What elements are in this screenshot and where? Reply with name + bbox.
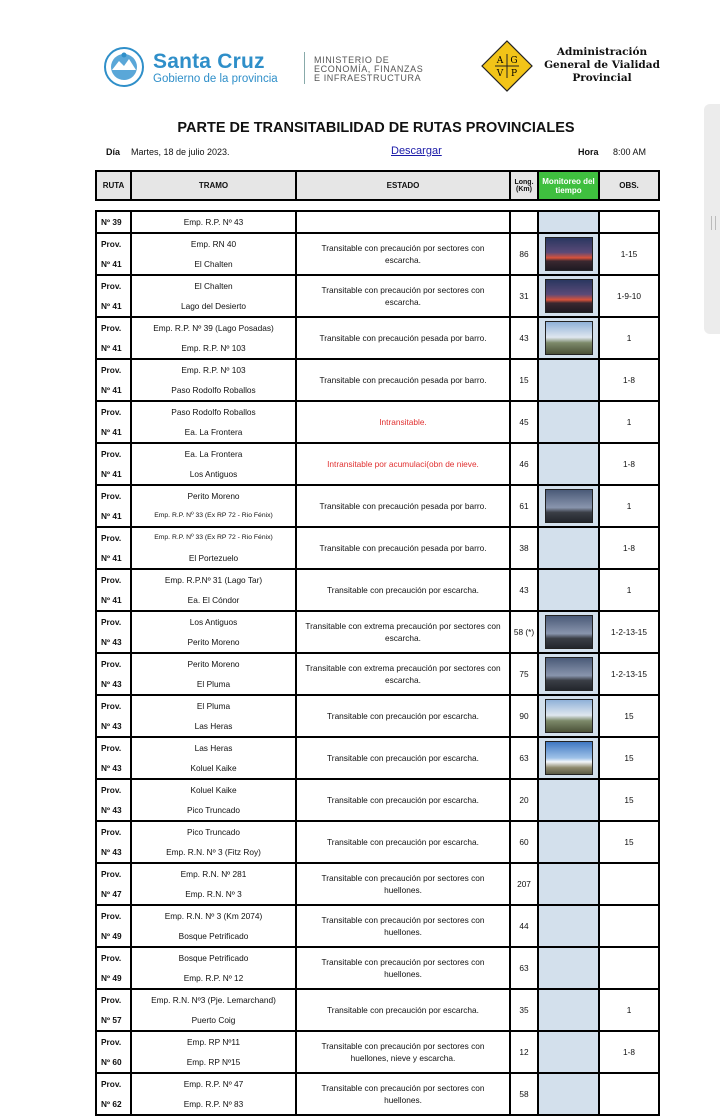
table-row bbox=[96, 737, 659, 779]
col-obs: OBS. bbox=[599, 171, 659, 200]
ruta-cell bbox=[96, 569, 131, 611]
km-cell: 60 bbox=[510, 821, 538, 863]
ruta-number: Nº 41 bbox=[101, 553, 122, 563]
tramo-to: Ea. El Cóndor bbox=[187, 595, 240, 605]
tramo-cell bbox=[131, 1031, 296, 1073]
monitoreo-cell bbox=[538, 359, 599, 401]
estado-cell: Transitable con precaución por sectores con huellones. bbox=[296, 863, 510, 905]
routes-table bbox=[95, 210, 660, 1116]
gov-subtitle: Gobierno de la provincia bbox=[153, 73, 278, 85]
tramo-cell bbox=[131, 989, 296, 1031]
table-row bbox=[96, 695, 659, 737]
ruta-prefix: Prov. bbox=[101, 995, 122, 1005]
km-cell: 90 bbox=[510, 695, 538, 737]
table-row bbox=[96, 1031, 659, 1073]
tramo-to: Ea. La Frontera bbox=[184, 427, 243, 437]
monitoreo-cell bbox=[538, 863, 599, 905]
estado-cell: Transitable con precaución pesada por barro. bbox=[296, 485, 510, 527]
km-cell: 20 bbox=[510, 779, 538, 821]
tramo-cell bbox=[131, 233, 296, 275]
monitoreo-cell bbox=[538, 947, 599, 989]
obs-cell: 1-8 bbox=[599, 1031, 659, 1073]
tramo-to: Emp. R.N. Nº 3 (Fitz Roy) bbox=[166, 847, 261, 857]
tramo-cell bbox=[131, 485, 296, 527]
tramo-to: Lago del Desierto bbox=[180, 301, 247, 311]
km-cell: 63 bbox=[510, 737, 538, 779]
km-cell: 44 bbox=[510, 905, 538, 947]
estado-cell: Transitable con precaución por escarcha. bbox=[296, 989, 510, 1031]
monitoreo-cell bbox=[538, 443, 599, 485]
table-row bbox=[96, 233, 659, 275]
tramo-to: Puerto Coig bbox=[191, 1015, 236, 1025]
ruta-number: Nº 60 bbox=[101, 1057, 122, 1067]
agvp-letter-p: P bbox=[510, 69, 518, 79]
gov-name: Santa Cruz bbox=[153, 50, 265, 73]
km-cell: 38 bbox=[510, 527, 538, 569]
ruta-prefix: Prov. bbox=[101, 323, 122, 333]
ministry-name bbox=[314, 56, 423, 83]
tramo-from: Emp. R.N. Nº3 (Pje. Lemarchand) bbox=[151, 995, 276, 1005]
estado-cell: Transitable con precaución por escarcha. bbox=[296, 569, 510, 611]
tramo-to: Koluel Kaike bbox=[190, 763, 237, 773]
obs-cell: 1-8 bbox=[599, 527, 659, 569]
obs-cell bbox=[599, 905, 659, 947]
ruta-cell bbox=[96, 233, 131, 275]
km-cell: 58 (*) bbox=[510, 611, 538, 653]
ruta-prefix: Prov. bbox=[101, 407, 122, 417]
km-cell: 58 bbox=[510, 1073, 538, 1115]
obs-cell: 1 bbox=[599, 485, 659, 527]
ruta-prefix: Prov. bbox=[101, 491, 122, 501]
dia-value: Martes, 18 de julio 2023. bbox=[131, 147, 230, 157]
col-mon-line: Monitoreo del bbox=[542, 176, 595, 186]
tramo-to: Bosque Petrificado bbox=[178, 931, 249, 941]
ruta-number: Nº 41 bbox=[101, 595, 122, 605]
ministry-line: MINISTERIO DE bbox=[314, 55, 390, 65]
monitoreo-cell bbox=[538, 485, 599, 527]
ruta-cell bbox=[96, 695, 131, 737]
ruta-number: Nº 41 bbox=[101, 511, 122, 521]
col-long-line: (Km) bbox=[516, 185, 532, 193]
tramo-from: El Chalten bbox=[194, 281, 233, 291]
tramo-cell bbox=[131, 1073, 296, 1115]
document-header bbox=[0, 0, 720, 110]
tramo-to: Emp. R.P. Nº 103 bbox=[181, 343, 246, 353]
tramo-to: Los Antiguos bbox=[189, 469, 238, 479]
tramo-to: Las Heras bbox=[194, 721, 233, 731]
monitoreo-cell bbox=[538, 527, 599, 569]
monitoreo-cell bbox=[538, 401, 599, 443]
ruta-prefix: Prov. bbox=[101, 1037, 122, 1047]
tramo-from: Ea. La Frontera bbox=[184, 449, 243, 459]
ruta-cell bbox=[96, 947, 131, 989]
monitoreo-cell bbox=[538, 611, 599, 653]
tramo-from: Emp. R.P. Nº 103 bbox=[181, 365, 246, 375]
km-cell: 31 bbox=[510, 275, 538, 317]
km-cell: 207 bbox=[510, 863, 538, 905]
monitoreo-cell bbox=[538, 737, 599, 779]
monitoreo-cell bbox=[538, 653, 599, 695]
km-cell: 75 bbox=[510, 653, 538, 695]
ruta-number: Nº 43 bbox=[101, 847, 122, 857]
col-monitoreo bbox=[538, 171, 599, 200]
ruta-number: Nº 43 bbox=[101, 805, 122, 815]
ruta-prefix: Prov. bbox=[101, 701, 122, 711]
ministry-line: E INFRAESTRUCTURA bbox=[314, 73, 422, 83]
ruta-number: Nº 41 bbox=[101, 301, 122, 311]
estado-cell: Transitable con precaución por escarcha. bbox=[296, 779, 510, 821]
ruta-number: Nº 57 bbox=[101, 1015, 122, 1025]
estado-cell: Transitable con precaución por escarcha. bbox=[296, 821, 510, 863]
estado-cell: Transitable con precaución por sectores con escarcha. bbox=[296, 233, 510, 275]
ruta-prefix: Prov. bbox=[101, 1079, 122, 1089]
table-row bbox=[96, 905, 659, 947]
col-ruta: RUTA bbox=[96, 171, 131, 200]
ruta-cell bbox=[96, 989, 131, 1031]
table-row bbox=[96, 821, 659, 863]
obs-cell: 1 bbox=[599, 401, 659, 443]
weather-camera-thumbnail[interactable] bbox=[545, 657, 593, 691]
obs-cell: 1 bbox=[599, 569, 659, 611]
ministry-line: ECONOMÍA, FINANZAS bbox=[314, 64, 424, 74]
tramo-to: Paso Rodolfo Roballos bbox=[171, 385, 256, 395]
tramo-from: Emp. RN 40 bbox=[190, 239, 237, 249]
estado-cell: Transitable con precaución pesada por barro. bbox=[296, 317, 510, 359]
estado-cell: Transitable con precaución pesada por barro. bbox=[296, 359, 510, 401]
tramo-cell bbox=[131, 317, 296, 359]
ruta-prefix: Prov. bbox=[101, 239, 122, 249]
tramo-cell bbox=[131, 653, 296, 695]
monitoreo-cell bbox=[538, 779, 599, 821]
ruta-cell bbox=[96, 779, 131, 821]
monitoreo-cell bbox=[538, 905, 599, 947]
tramo-to: Emp. R.N. Nº 3 bbox=[185, 889, 242, 899]
ruta-cell bbox=[96, 905, 131, 947]
tramo-cell bbox=[131, 211, 296, 233]
estado-cell: Intransitable por acumulaci(obn de nieve. bbox=[296, 443, 510, 485]
tramo-from: Los Antiguos bbox=[189, 617, 238, 627]
ruta-cell bbox=[96, 527, 131, 569]
ruta-cell bbox=[96, 443, 131, 485]
tramo-from: Bosque Petrificado bbox=[178, 953, 249, 963]
ruta-number: Nº 41 bbox=[101, 427, 122, 437]
ruta-number: Nº 41 bbox=[101, 259, 122, 269]
ruta-prefix: Prov. bbox=[101, 365, 122, 375]
agvp-diamond-logo-icon bbox=[481, 40, 533, 92]
estado-cell: Transitable con precaución por sectores con huellones, nieve y escarcha. bbox=[296, 1031, 510, 1073]
tramo-cell bbox=[131, 569, 296, 611]
table-row bbox=[96, 779, 659, 821]
tramo-from: Koluel Kaike bbox=[190, 785, 237, 795]
tramo-cell bbox=[131, 737, 296, 779]
ruta-number: Nº 41 bbox=[101, 385, 122, 395]
weather-camera-thumbnail[interactable] bbox=[545, 699, 593, 733]
estado-cell: Transitable con extrema precaución por sectores con escarcha. bbox=[296, 611, 510, 653]
ruta-cell bbox=[96, 653, 131, 695]
weather-camera-thumbnail[interactable] bbox=[545, 237, 593, 271]
santa-cruz-shield-icon bbox=[103, 46, 145, 88]
ruta-prefix: Prov. bbox=[101, 533, 122, 543]
monitoreo-cell bbox=[538, 211, 599, 233]
ruta-number: Nº 47 bbox=[101, 889, 122, 899]
weather-camera-thumbnail[interactable] bbox=[545, 741, 593, 775]
km-cell: 63 bbox=[510, 947, 538, 989]
ruta-number: Nº 43 bbox=[101, 679, 122, 689]
ruta-cell bbox=[96, 737, 131, 779]
table-row bbox=[96, 275, 659, 317]
obs-cell bbox=[599, 211, 659, 233]
tramo-cell bbox=[131, 695, 296, 737]
tramo-from: Emp. RP Nº11 bbox=[187, 1037, 240, 1047]
obs-cell: 1-2-13-15 bbox=[599, 653, 659, 695]
col-mon-line: tiempo bbox=[555, 185, 582, 195]
km-cell: 61 bbox=[510, 485, 538, 527]
ruta-cell bbox=[96, 821, 131, 863]
hora-value: 8:00 AM bbox=[613, 147, 647, 157]
tramo-to: Emp. RP Nº15 bbox=[186, 1057, 241, 1067]
tramo-from: Las Heras bbox=[194, 743, 233, 753]
agvp-letter-a: A bbox=[496, 56, 504, 66]
km-cell bbox=[510, 211, 538, 233]
dia-label: Día bbox=[106, 147, 121, 157]
ruta-prefix: Prov. bbox=[101, 827, 122, 837]
monitoreo-cell bbox=[538, 569, 599, 611]
km-cell: 86 bbox=[510, 233, 538, 275]
tramo-from: Paso Rodolfo Roballos bbox=[171, 407, 256, 417]
ruta-number: Nº 39 bbox=[101, 217, 122, 227]
ruta-cell bbox=[96, 317, 131, 359]
tramo-cell bbox=[131, 275, 296, 317]
obs-cell: 1-9-10 bbox=[599, 275, 659, 317]
obs-cell bbox=[599, 947, 659, 989]
tramo-cell bbox=[131, 401, 296, 443]
table-row bbox=[96, 359, 659, 401]
estado-cell: Transitable con precaución por sectores con escarcha. bbox=[296, 275, 510, 317]
table-row bbox=[96, 485, 659, 527]
tramo-from: Pico Truncado bbox=[186, 827, 241, 837]
estado-cell: Transitable con precaución por sectores con huellones. bbox=[296, 1073, 510, 1115]
estado-cell: Intransitable. bbox=[296, 401, 510, 443]
tramo-from: El Pluma bbox=[196, 701, 231, 711]
estado-cell: Transitable con precaución por escarcha. bbox=[296, 695, 510, 737]
ruta-cell bbox=[96, 1031, 131, 1073]
agvp-line: Administración bbox=[556, 46, 648, 58]
estado-cell: Transitable con extrema precaución por sectores con escarcha. bbox=[296, 653, 510, 695]
ruta-prefix: Prov. bbox=[101, 869, 122, 879]
km-cell: 46 bbox=[510, 443, 538, 485]
scrollbar-grip[interactable] bbox=[711, 216, 716, 230]
agvp-line: Provincial bbox=[572, 72, 632, 84]
ruta-prefix: Prov. bbox=[101, 659, 122, 669]
col-tramo: TRAMO bbox=[131, 171, 296, 200]
ruta-number: Nº 41 bbox=[101, 343, 122, 353]
table-row bbox=[96, 863, 659, 905]
tramo-cell bbox=[131, 443, 296, 485]
ruta-prefix: Prov. bbox=[101, 785, 122, 795]
scrollbar[interactable] bbox=[704, 104, 720, 334]
obs-cell: 15 bbox=[599, 737, 659, 779]
tramo-from: Emp. R.P.Nº 31 (Lago Tar) bbox=[164, 575, 263, 585]
agvp-line: General de Vialidad bbox=[544, 59, 660, 71]
ruta-cell bbox=[96, 485, 131, 527]
km-cell: 35 bbox=[510, 989, 538, 1031]
estado-cell: Transitable con precaución por sectores con huellones. bbox=[296, 905, 510, 947]
tramo-cell bbox=[131, 611, 296, 653]
tramo-to: El Portezuelo bbox=[188, 553, 239, 563]
table-row bbox=[96, 569, 659, 611]
agvp-name bbox=[536, 46, 668, 85]
tramo-to: Pico Truncado bbox=[186, 805, 241, 815]
ruta-prefix: Prov. bbox=[101, 449, 122, 459]
tramo-cell bbox=[131, 947, 296, 989]
km-cell: 43 bbox=[510, 569, 538, 611]
ruta-number: Nº 49 bbox=[101, 973, 122, 983]
obs-cell: 1-2-13-15 bbox=[599, 611, 659, 653]
obs-cell: 1 bbox=[599, 989, 659, 1031]
obs-cell bbox=[599, 863, 659, 905]
table-row bbox=[96, 211, 659, 233]
estado-cell: Transitable con precaución por escarcha. bbox=[296, 737, 510, 779]
ruta-number: Nº 43 bbox=[101, 637, 122, 647]
ruta-cell bbox=[96, 211, 131, 233]
obs-cell: 1-15 bbox=[599, 233, 659, 275]
table-row bbox=[96, 317, 659, 359]
table-row bbox=[96, 527, 659, 569]
tramo-to: Emp. R.P. Nº 12 bbox=[183, 973, 244, 983]
ruta-cell bbox=[96, 1073, 131, 1115]
estado-cell: Transitable con precaución pesada por barro. bbox=[296, 527, 510, 569]
monitoreo-cell bbox=[538, 233, 599, 275]
monitoreo-cell bbox=[538, 1031, 599, 1073]
obs-cell: 15 bbox=[599, 821, 659, 863]
estado-cell: Transitable con precaución por sectores con huellones. bbox=[296, 947, 510, 989]
tramo-from: Emp. R.P. Nº 39 (Lago Posadas) bbox=[153, 323, 274, 333]
tramo-from: Emp. R.P. Nº 47 bbox=[183, 1079, 244, 1089]
ruta-cell bbox=[96, 401, 131, 443]
col-long bbox=[510, 171, 538, 200]
monitoreo-cell bbox=[538, 821, 599, 863]
ruta-number: Nº 43 bbox=[101, 763, 122, 773]
col-estado: ESTADO bbox=[296, 171, 510, 200]
hora-label: Hora bbox=[578, 147, 599, 157]
header-divider bbox=[304, 52, 305, 84]
ruta-prefix: Prov. bbox=[101, 953, 122, 963]
tramo-from: Emp. R.N. Nº 3 (Km 2074) bbox=[164, 911, 263, 921]
weather-camera-thumbnail[interactable] bbox=[545, 279, 593, 313]
ruta-cell bbox=[96, 611, 131, 653]
tramo-cell bbox=[131, 821, 296, 863]
tramo-from: Perito Moreno bbox=[187, 491, 240, 501]
ruta-prefix: Prov. bbox=[101, 575, 122, 585]
weather-camera-thumbnail[interactable] bbox=[545, 321, 593, 355]
weather-camera-thumbnail[interactable] bbox=[545, 489, 593, 523]
table-row bbox=[96, 611, 659, 653]
tramo-to: Emp. R.P. Nº 83 bbox=[183, 1099, 244, 1109]
agvp-letter-g: G bbox=[510, 56, 518, 66]
ruta-number: Nº 62 bbox=[101, 1099, 122, 1109]
download-link[interactable]: Descargar bbox=[391, 145, 442, 157]
obs-cell: 1-8 bbox=[599, 359, 659, 401]
monitoreo-cell bbox=[538, 1073, 599, 1115]
ruta-number: Nº 43 bbox=[101, 721, 122, 731]
ruta-prefix: Prov. bbox=[101, 743, 122, 753]
obs-cell: 15 bbox=[599, 695, 659, 737]
table-header bbox=[95, 170, 660, 201]
tramo-cell bbox=[131, 905, 296, 947]
km-cell: 45 bbox=[510, 401, 538, 443]
tramo-cell bbox=[131, 779, 296, 821]
table-row bbox=[96, 1073, 659, 1115]
km-cell: 15 bbox=[510, 359, 538, 401]
ruta-cell bbox=[96, 863, 131, 905]
ruta-prefix: Prov. bbox=[101, 617, 122, 627]
obs-cell: 15 bbox=[599, 779, 659, 821]
tramo-from: Emp. R.P. Nº 33 (Ex RP 72 - Rio Fénix) bbox=[154, 534, 273, 541]
ruta-prefix: Prov. bbox=[101, 281, 122, 291]
monitoreo-cell bbox=[538, 695, 599, 737]
table-row bbox=[96, 947, 659, 989]
km-cell: 43 bbox=[510, 317, 538, 359]
table-row bbox=[96, 989, 659, 1031]
tramo-to: Emp. R.P. Nº 33 (Ex RP 72 - Rio Fénix) bbox=[154, 512, 273, 519]
obs-cell: 1-8 bbox=[599, 443, 659, 485]
ruta-cell bbox=[96, 359, 131, 401]
agvp-letter-v: V bbox=[496, 69, 504, 79]
tramo-cell bbox=[131, 527, 296, 569]
col-long-line: Long. bbox=[514, 178, 534, 186]
tramo-to: Perito Moreno bbox=[187, 637, 240, 647]
ruta-prefix: Prov. bbox=[101, 911, 122, 921]
ruta-number: Nº 41 bbox=[101, 469, 122, 479]
tramo-cell bbox=[131, 359, 296, 401]
obs-cell: 1 bbox=[599, 317, 659, 359]
ruta-cell bbox=[96, 275, 131, 317]
weather-camera-thumbnail[interactable] bbox=[545, 615, 593, 649]
tramo-to: El Pluma bbox=[196, 679, 231, 689]
table-row bbox=[96, 653, 659, 695]
km-cell: 12 bbox=[510, 1031, 538, 1073]
tramo-cell bbox=[131, 863, 296, 905]
table-row bbox=[96, 401, 659, 443]
monitoreo-cell bbox=[538, 317, 599, 359]
page-title: PARTE DE TRANSITABILIDAD DE RUTAS PROVINCIALES bbox=[177, 120, 575, 136]
tramo-from: Emp. R.N. Nº 281 bbox=[180, 869, 247, 879]
monitoreo-cell bbox=[538, 275, 599, 317]
obs-cell bbox=[599, 1073, 659, 1115]
ruta-number: Nº 49 bbox=[101, 931, 122, 941]
estado-cell bbox=[296, 211, 510, 233]
monitoreo-cell bbox=[538, 989, 599, 1031]
tramo-from: Emp. R.P. Nº 43 bbox=[183, 217, 244, 227]
tramo-to: El Chalten bbox=[194, 259, 233, 269]
tramo-from: Perito Moreno bbox=[187, 659, 240, 669]
table-row bbox=[96, 443, 659, 485]
